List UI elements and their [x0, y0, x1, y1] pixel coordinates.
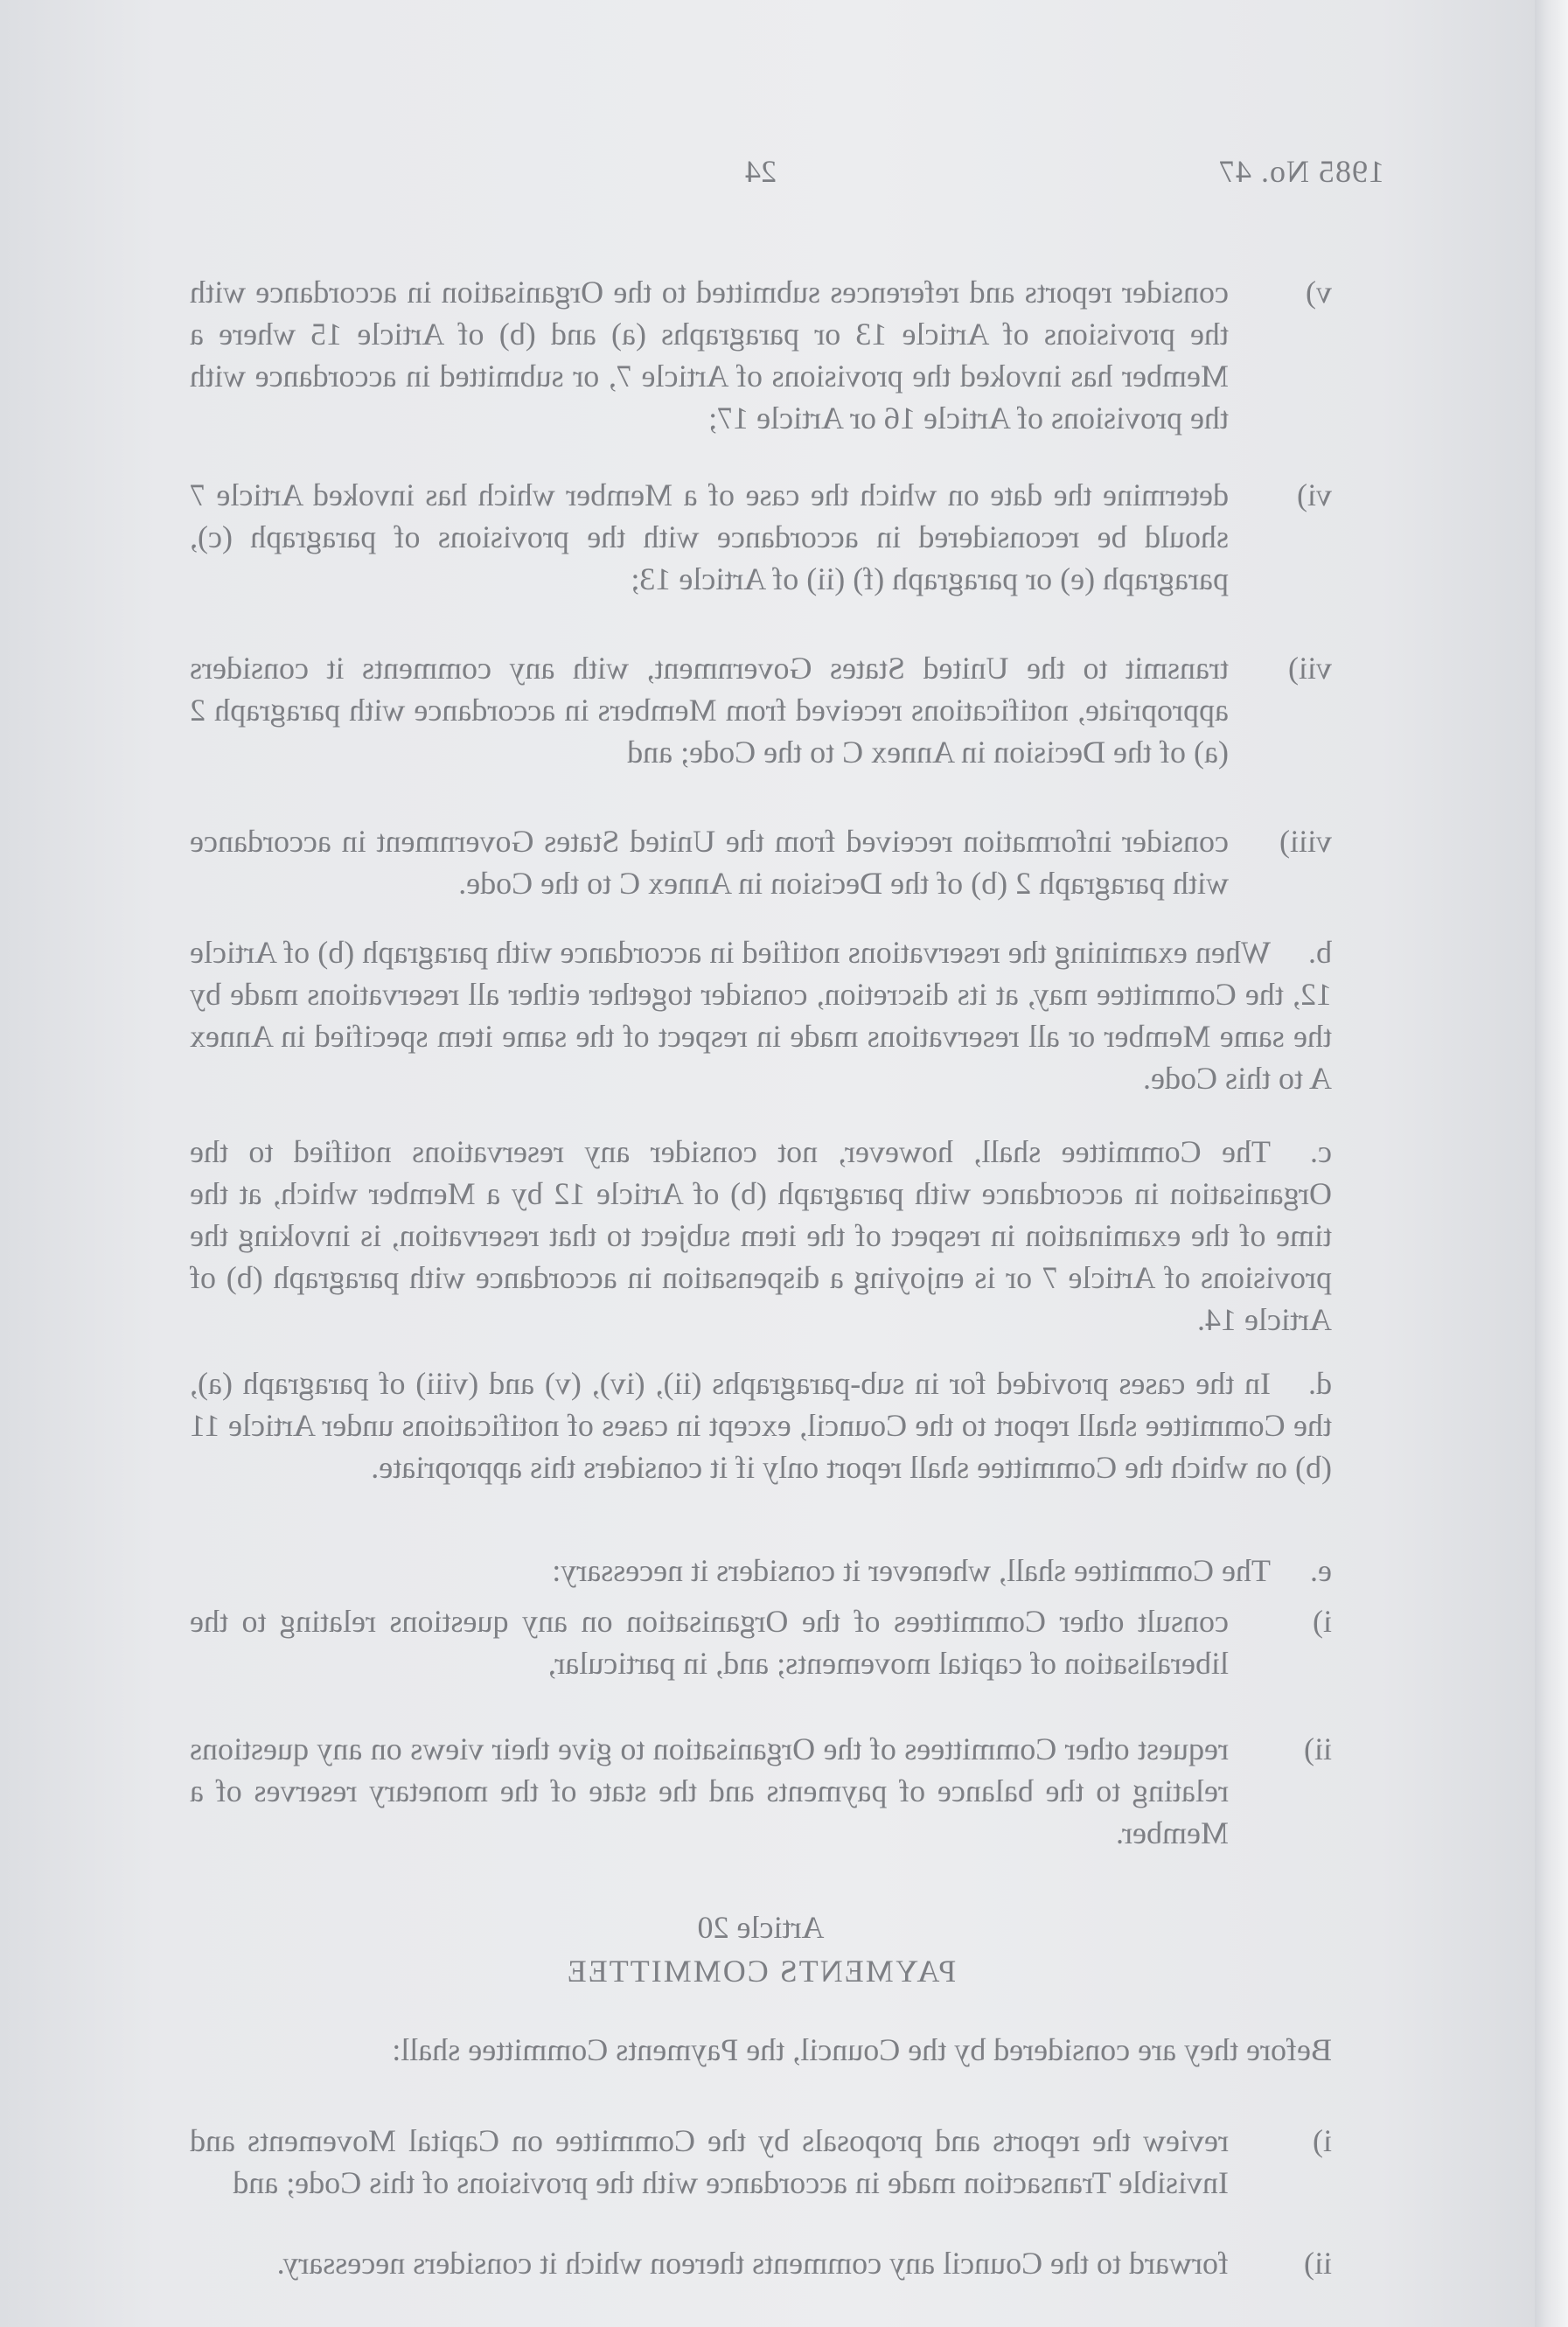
running-head — [160, 150, 1384, 192]
list-item — [190, 271, 1332, 474]
paragraph-text: The Committee shall, whenever it considers it necessary: — [552, 1553, 1271, 1588]
item-text: consider information received from the United States Government in accordance with paragraph 2 (b) of the Decision in Annex C to the Code. — [190, 824, 1229, 901]
paragraph-text: The Committee shall, however, not consider any reservations notified to the Organisation in accordance with paragraph (b) of Article 12 by a Member which, at the time of the examination in respect of the item subject to that reservation, is invoking the provisions of Article 7 or is enjoying a dispensation in accordance with paragraph (b) of Article 14. — [190, 1134, 1332, 1337]
article-intro: Before they are considered by the Council, the Payments Committee shall: — [392, 2032, 1332, 2067]
item-text: transmit to the United States Government, with any comments it considers appropriate, notifications received from Members in accordance with paragraph 2 (a) of the Decision in Annex C to the Code; and — [190, 651, 1229, 770]
item-text: consult other Committees of the Organisation on any questions relating to the liberalisation of capital movements; and, in particular, — [190, 1604, 1229, 1681]
paragraph-d — [190, 1362, 1332, 1488]
item-number: vii) — [1288, 651, 1332, 686]
item-number: i) — [1313, 2123, 1332, 2158]
item-number: v) — [1306, 275, 1332, 310]
list-item — [190, 647, 1332, 820]
list-item — [190, 1600, 1332, 1728]
list-a — [190, 271, 1332, 904]
item-number: vi) — [1297, 477, 1332, 512]
list-item — [190, 820, 1332, 904]
item-text: consider reports and references submitted to the Organisation in accordance with the provisions of Article 13 or paragraphs (a) and (b) of Article 15 where a Member has invoked the provisions of Article 7, or submitted in accordance with the provisions of Article 16 or Article 17; — [190, 275, 1229, 435]
list-item — [190, 474, 1332, 647]
item-text: request other Committees of the Organisation to give their views on any questions relating to the balance of payments and the state of the monetary reserves of a Member. — [190, 1731, 1229, 1850]
item-text: forward to the Council any comments thereon which it considers necessary. — [276, 2246, 1229, 2281]
item-text: determine the date on which the case of a Member which has invoked Article 7 should be reconsidered in accordance with the provisions of paragraph (c), paragraph (e) or paragraph (f) (ii) of Article 13; — [190, 477, 1229, 596]
article-title: PAYMENTS COMMITTEE — [565, 1954, 957, 1989]
list-item — [190, 2242, 1332, 2284]
document-reference: 1985 No. 47 — [1218, 154, 1384, 189]
item-number: viii) — [1279, 824, 1332, 859]
list-item — [190, 1728, 1332, 1854]
article-list — [190, 2120, 1332, 2284]
item-number: ii) — [1304, 1731, 1332, 1766]
paragraph-b — [190, 931, 1332, 1099]
paragraph-text: In the cases provided for in sub-paragraphs (ii), (iv), (v) and (viii) of paragraph (a), the Committee shall report to the Council, except in cases of notifications under Article 11 (b) on which the Committee shall report only if it considers this appropriate. — [190, 1366, 1332, 1485]
list-e — [190, 1600, 1332, 1854]
page-number: 24 — [745, 154, 777, 189]
paragraph-e — [190, 1550, 1332, 1592]
article-number: Article 20 — [697, 1910, 825, 1945]
paragraph-label: d. — [1308, 1366, 1332, 1401]
paragraph-c — [190, 1131, 1332, 1341]
paragraph-label: c. — [1310, 1134, 1332, 1169]
item-text: review the reports and proposals by the Committee on Capital Movements and Invisible Transaction made in accordance with the provisions of this Code; and — [190, 2123, 1229, 2200]
paragraph-text: When examining the reservations notified in accordance with paragraph (b) of Article 12, the Committee may, at its discretion, consider together either all reservations made by the same Member or all reservations made in respect of the same item specified in Annex A to this Code. — [190, 935, 1332, 1096]
list-item — [190, 2120, 1332, 2242]
item-number: i) — [1313, 1604, 1332, 1639]
paragraph-label: e. — [1310, 1553, 1332, 1588]
paragraph-label: b. — [1308, 935, 1332, 970]
item-number: ii) — [1304, 2246, 1332, 2281]
